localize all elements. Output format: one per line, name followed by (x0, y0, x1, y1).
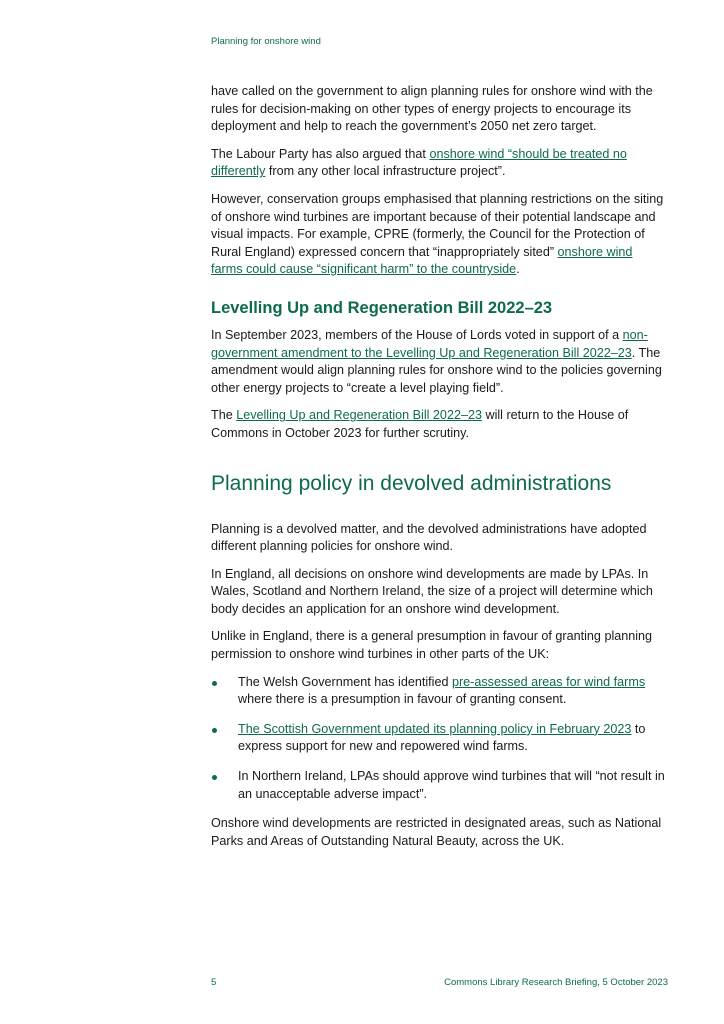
text-run: The Labour Party has also argued that (211, 146, 430, 161)
link-scottish-policy[interactable]: The Scottish Government updated its planning policy in February 2023 (238, 721, 632, 736)
text-run: . (516, 262, 520, 277)
heading-devolved-administrations: Planning policy in devolved administrations (211, 471, 612, 495)
footer-citation: Commons Library Research Briefing, 5 October 2023 (444, 977, 668, 988)
paragraph-designated-areas: Onshore wind developments are restricted in designated areas, such as National Parks and Areas of Outstanding Natural Beauty, across the UK. (211, 816, 662, 848)
paragraph-lords-vote (211, 327, 667, 397)
link-pre-assessed-areas[interactable]: pre-assessed areas for wind farms (451, 674, 646, 689)
list-item-wales (211, 674, 667, 709)
text-run: will return to the House of Commons in October 2023 for further scrutiny. (211, 408, 629, 440)
heading-levelling-up-bill: Levelling Up and Regeneration Bill 2022–23 (211, 298, 553, 317)
link-levelling-up-bill[interactable]: Levelling Up and Regeneration Bill 2022–23 (236, 408, 482, 423)
link-cpre-harm[interactable]: onshore wind farms could cause “significant harm” to the countryside (211, 244, 633, 277)
main-content (211, 83, 667, 860)
text-run: where there is a presumption in favour of granting consent. (238, 692, 567, 707)
text-run: In September 2023, members of the House of Lords voted in support of a (211, 327, 623, 342)
link-labour-onshore-wind[interactable]: onshore wind “should be treated no differently (211, 146, 627, 179)
bullet-list (211, 674, 667, 804)
list-item-northern-ireland (211, 768, 667, 803)
bullet-icon (212, 728, 217, 733)
bullet-icon (212, 775, 217, 780)
text-run: to express support for new and repowered wind farms. (238, 721, 646, 754)
text-run: The Welsh Government has identified (238, 674, 452, 689)
text-run: from any other local infrastructure project”. (265, 164, 506, 179)
list-item-scotland (211, 721, 667, 756)
page-number: 5 (211, 977, 217, 988)
text-run: In Northern Ireland, LPAs should approve wind turbines that will “not result in an unacceptable adverse impact”. (238, 769, 665, 801)
paragraph-devolved-matter: Planning is a devolved matter, and the devolved administrations have adopted different planning policies for onshore wind. (211, 521, 647, 554)
link-lords-amendment[interactable]: non-government amendment to the Levelling Up and Regeneration Bill 2022–23 (211, 327, 648, 360)
paragraph-presumption: Unlike in England, there is a general presumption in favour of granting planning permission to onshore wind turbines in other parts of the UK: (211, 629, 653, 662)
paragraph-bill-return (211, 407, 667, 442)
paragraph-england-lpas: In England, all decisions on onshore wind developments are made by LPAs. In Wales, Scotland and Northern Ireland, the size of a project will determine which body decides an application for an onshore wind development. (211, 566, 653, 616)
running-header: Planning for onshore wind (211, 36, 321, 47)
text-run: The (211, 408, 237, 423)
paragraph-conservation (211, 191, 667, 279)
paragraph-labour (211, 146, 667, 181)
text-run: However, conservation groups emphasised that planning restrictions on the siting of onshore wind turbines are important because of their potential landscape and visual impacts. For example, CPRE (formerly, the Council for the Protection of Rural England) expressed concern that “inappropriately sited” (211, 191, 664, 259)
bullet-icon (212, 681, 217, 686)
text-run: . The amendment would align planning rules for onshore wind to the policies governing other energy projects to “create a level playing field”. (211, 345, 662, 395)
paragraph-net-zero: have called on the government to align planning rules for onshore wind with the rules for decision-making on other types of energy projects to encourage its deployment and help to reach the government’s 2050 net zero target. (211, 84, 653, 134)
